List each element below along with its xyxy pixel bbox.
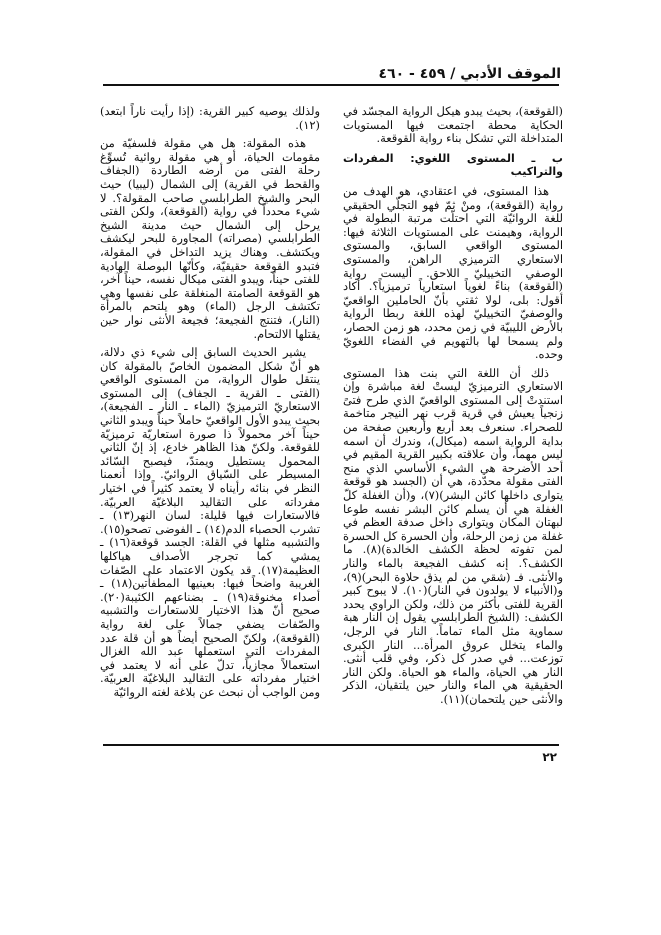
right-column-paragraph-1: هذا المستوى، في اعتقادي، هو الهدف من رواية (القوقعة)، ومنْ ثمّ فهو التجلّي الحقيقي للغة الروائيّة التي احتلّت مرتبة البطولة في الرواية، وهيمنت على المستويات الثلاثة فيها: المستوى الواقعي السابق، والمستوى الاستعاري الترميزي الراهن، والمستوى الوصفي التخييليّ اللاحق. أليست رواية (القوقعة) بناءً لغوياً استعارياً ترميزياً؟. أكاد أقول: بلى، لولا ثقتي بأنّ الحاملين الواقعيّ والوصفيّ التخييليّ لهذه اللغة ربطا الرواية بالأرض الليبيّة في زمن محدد، هو زمن الحصار، ولم يسمحا لها بالتهويم في الفضاء اللغويّ وحده. [343,183,563,362]
running-header-title: الموقف الأدبي / ٤٥٩ - ٤٦٠ [378,66,561,82]
header-divider [103,84,559,86]
page-number: ٢٢ [542,750,557,764]
left-column [100,105,320,705]
right-column-paragraph-2: ذلك أن اللغة التي بنت هذا المستوى الاستعاري الترميزيّ ليستْ لغة مباشرة وإن استندتْ إلى المستوى الواقعيّ الذي طرح فتىً زنجياً يعيش في قرية قرب نهر النيجر متاخمة للصحراء. سنعرف بعد أربع وأربعين صفحة من بداية الرواية اسمه (ميكال)، وندرك أن اسمه ليس مهماً، وأن علاقته بكبير القرية المقيم في أحد الأضرحة هي الشيء الأساسي الذي منح الفتى مقولة محدّدة، هي أن (الجسد هو قوقعة يتوارى داخلها كائن البشر)(٧)، و(أن الغفلة كلّ الغفلة هي أن يسلم كائن البشر نفسه طوعا لبهتان المكان ويتوارى داخل صدفة العظم في غفلة من زمن الرحلة، وأن الحسرة كل الحسرة لمن تفوته لحظة الكشف الخالدة)(٨). ما الكشف؟. إنه كشف الفجيعة بالماء والنار والأنثى. فـ (شقي من لم يذق حلاوة البحر)(٩)، و(الأنبياء لا يولدون في النار)(١٠). لا يبوح كبير القرية للفتى بأكثر من ذلك، ولكن الراوي يحدد الكشف: (الشيخ الطرابلسي يقول إن النار هبة سماوية مثل الماء تماماً. النار في الرجل، والماء يتخلل عروق المرأة... النار الكبرى توزعت... في صدر كل ذكر، وفي قلب أنثى. النار هي الحياة، والماء هو الحياة. ولكن النار الحقيقية هي الماء والنار حين يلتقيان، الذكر والأنثى حين يلتحمان)(١١). [343,365,563,706]
footer-divider [103,744,559,746]
right-column [343,105,563,712]
left-column-paragraph-2: يشير الحديث السابق إلى شيء ذي دلالة، هو أنّ شكل المضمون الخاصّ بالمقولة كان ينتقل طوال الرواية، من المستوى الواقعي (الفتى ـ القرية ـ الجفاف) إلى المستوى الاستعاريّ الترميزيّ (الماء ـ النار ـ الفجيعة)، بحيث يبدو الأول الواقعيّ حاملاً حيناً ويبدو الثاني حيناً آخر محمولاً ذا صورة استعاريّة ترميزيّة للقوقعة. ولكنّ هذا الظاهر خادع، إذ إنّ الثاني المحمول يستطيل ويمتدّ، فيصبح السّائد المسيطر على السّياق الروائيّ. وإذا أنعمنا النظر في بنائه رأيناه لا يعتمد كثيراً في اختيار مفرداته على التقاليد البلاغيّة العربيّة. فالاستعارات فيها قليلة: لسان النهر(١٣) ـ تشرب الحصباء الدم(١٤) ـ الفوضى تصحو(١٥). والتشبيه مثلها في القلة: الجسد قوقعة(١٦) ـ يمشي كما تجرجر الأصداف هياكلها العظيمة(١٧). قد يكون الاعتماد على الصّفات الغريبة واضحاً فيها: بعينيها المطفأتين(١٨) ـ أصداء مخنوقة(١٩) ـ بضناعهم الكئيبة(٢٠). صحيح أنّ هذا الاختيار للاستعارات والتشبيه والصّفات يضفي جمالاً على لغة رواية (القوقعة)، ولكنّ الصحيح أيضاً هو أن قلة عدد المفردات التي استعملها عبد الله الغزال استعمالاً مجازياً، تدلّ على أنه لا يعتمد في اختيار مفرداته على التقاليد البلاغيّة العربيّة. ومن الواجب أن نبحث عن بلاغة لغته الروائيّة [100,345,321,699]
left-column-paragraph-1: هذه المقولة: هل هي مقولة فلسفيّة من مقومات الحياة، أو هي مقولة روائية تُسوِّغ رحلة الفتى من أرضه الطاردة (الجفاف والقحط في القرية) إلى الشمال (ليبيا) حيث البحر والشيخ الطرابلسي صاحب المقولة؟. لا شيء محدداً في رواية (القوقعة)، ولكن الفتى يرحل إلى الشمال حيث مدينة الشيخ الطرابلسي (مصراته) المجاورة للبحر ليكشف ويكتشف. وهناك يزيد التداخل في المقولة، فتبدو القوقعة حقيقيّة، وكأنّها البوصلة الهادية للفتى حيناً، ويبدو الفتى ميكال نفسه، حيناً آخر، هو القوقعة الصامتة المنغلقة على نفسها وهي تكتشف الرجل (الماء) وهو يلتحم بالمرأة (النار)، فتنتج الفجيعة؛ فجيعة الأنثى نوار حين يقتلها الالتحام. [100,136,320,341]
right-column-intro-paragraph: (القوقعة)، بحيث يبدو هيكل الرواية المجسّد في الحكاية محطة اجتمعت فيها المستويات المتداخلة التي تشكل بناء رواية القوقعة. [343,104,563,146]
section-subheading: ب ـ المستوى اللغوي: المفردات والتراكيب [343,151,563,179]
left-column-intro-paragraph: ولذلك يوصيه كبير القرية: (إذا رأيت ناراً ابتعد)(١٢). [100,104,320,132]
